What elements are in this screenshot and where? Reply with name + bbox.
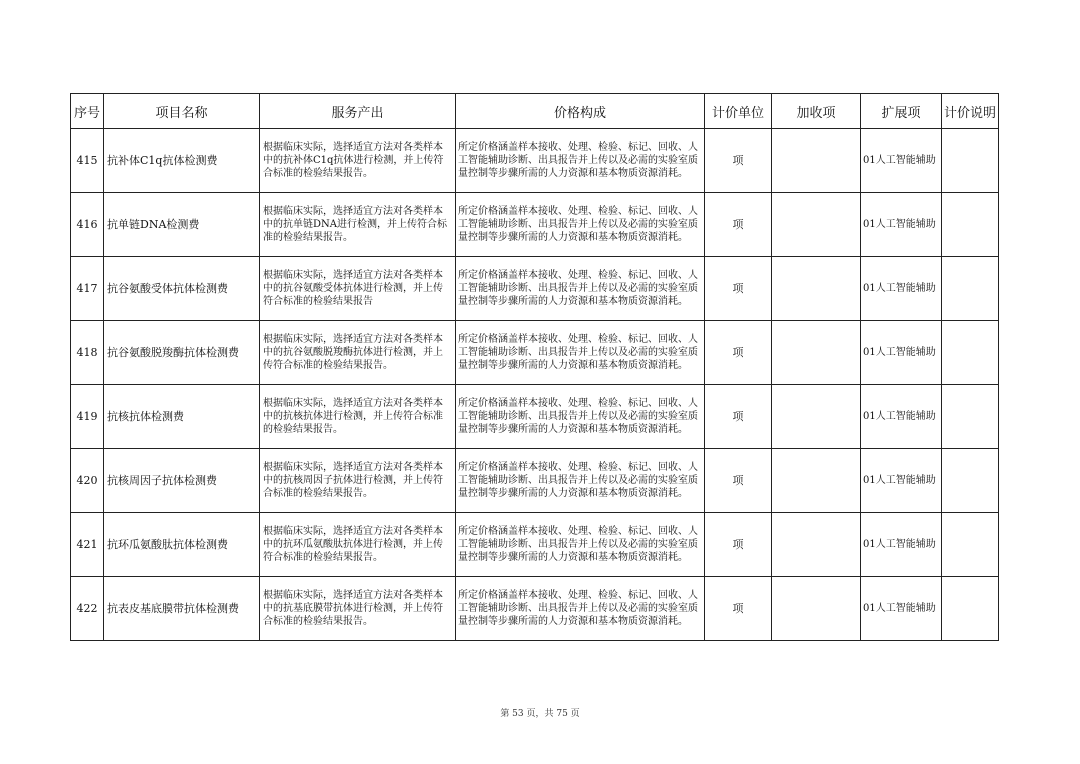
- table-row: [71, 385, 999, 449]
- cell-surcharge: [772, 385, 861, 449]
- cell-price-composition: 所定价格涵盖样本接收、处理、检验、标记、回收、人工智能辅助诊断、出具报告并上传以及必需的实验室质量控制等步骤所需的人力资源和基本物质资源消耗。: [456, 513, 705, 577]
- cell-no: 418: [71, 321, 104, 385]
- cell-pricing-unit: 项: [705, 193, 772, 257]
- cell-price-composition: 所定价格涵盖样本接收、处理、检验、标记、回收、人工智能辅助诊断、出具报告并上传以及必需的实验室质量控制等步骤所需的人力资源和基本物质资源消耗。: [456, 449, 705, 513]
- header-price-composition: 价格构成: [456, 94, 705, 129]
- cell-item-name: 抗核周因子抗体检测费: [104, 449, 260, 513]
- cell-pricing-unit: 项: [705, 321, 772, 385]
- cell-pricing-note: [942, 577, 999, 641]
- cell-pricing-note: [942, 193, 999, 257]
- header-item-name: 项目名称: [104, 94, 260, 129]
- cell-extension: 01人工智能辅助: [861, 449, 942, 513]
- cell-no: 415: [71, 129, 104, 193]
- cell-service-output: 根据临床实际，选择适宜方法对各类样本中的抗环瓜氨酸肽抗体进行检测，并上传符合标准的检验结果报告。: [260, 513, 456, 577]
- cell-extension: 01人工智能辅助: [861, 321, 942, 385]
- cell-surcharge: [772, 449, 861, 513]
- header-surcharge: 加收项: [772, 94, 861, 129]
- cell-price-composition: 所定价格涵盖样本接收、处理、检验、标记、回收、人工智能辅助诊断、出具报告并上传以及必需的实验室质量控制等步骤所需的人力资源和基本物质资源消耗。: [456, 129, 705, 193]
- cell-pricing-unit: 项: [705, 577, 772, 641]
- cell-service-output: 根据临床实际，选择适宜方法对各类样本中的抗核周因子抗体进行检测，并上传符合标准的检验结果报告。: [260, 449, 456, 513]
- header-no: 序号: [71, 94, 104, 129]
- table-row: [71, 321, 999, 385]
- header-pricing-note: 计价说明: [942, 94, 999, 129]
- cell-no: 419: [71, 385, 104, 449]
- cell-item-name: 抗谷氨酸受体抗体检测费: [104, 257, 260, 321]
- cell-price-composition: 所定价格涵盖样本接收、处理、检验、标记、回收、人工智能辅助诊断、出具报告并上传以及必需的实验室质量控制等步骤所需的人力资源和基本物质资源消耗。: [456, 385, 705, 449]
- cell-no: 416: [71, 193, 104, 257]
- cell-pricing-unit: 项: [705, 513, 772, 577]
- header-service-output: 服务产出: [260, 94, 456, 129]
- cell-price-composition: 所定价格涵盖样本接收、处理、检验、标记、回收、人工智能辅助诊断、出具报告并上传以及必需的实验室质量控制等步骤所需的人力资源和基本物质资源消耗。: [456, 257, 705, 321]
- cell-no: 421: [71, 513, 104, 577]
- cell-pricing-note: [942, 257, 999, 321]
- cell-pricing-note: [942, 129, 999, 193]
- table-row: [71, 193, 999, 257]
- cell-item-name: 抗谷氨酸脱羧酶抗体检测费: [104, 321, 260, 385]
- cell-item-name: 抗单链DNA检测费: [104, 193, 260, 257]
- header-pricing-unit: 计价单位: [705, 94, 772, 129]
- cell-service-output: 根据临床实际，选择适宜方法对各类样本中的抗谷氨酸脱羧酶抗体进行检测，并上传符合标准的检验结果报告。: [260, 321, 456, 385]
- table-row: [71, 577, 999, 641]
- cell-surcharge: [772, 257, 861, 321]
- cell-item-name: 抗核抗体检测费: [104, 385, 260, 449]
- cell-pricing-unit: 项: [705, 449, 772, 513]
- cell-pricing-unit: 项: [705, 257, 772, 321]
- cell-pricing-note: [942, 513, 999, 577]
- cell-no: 422: [71, 577, 104, 641]
- header-extension: 扩展项: [861, 94, 942, 129]
- cell-extension: 01人工智能辅助: [861, 257, 942, 321]
- cell-surcharge: [772, 193, 861, 257]
- cell-pricing-unit: 项: [705, 129, 772, 193]
- cell-pricing-note: [942, 385, 999, 449]
- table-row: [71, 129, 999, 193]
- cell-pricing-note: [942, 321, 999, 385]
- cell-extension: 01人工智能辅助: [861, 513, 942, 577]
- cell-surcharge: [772, 129, 861, 193]
- table-row: [71, 449, 999, 513]
- cell-extension: 01人工智能辅助: [861, 129, 942, 193]
- page-number-footer: 第 53 页，共 75 页: [500, 709, 580, 719]
- cell-service-output: 根据临床实际，选择适宜方法对各类样本中的抗核抗体进行检测，并上传符合标准的检验结果报告。: [260, 385, 456, 449]
- cell-surcharge: [772, 321, 861, 385]
- cell-surcharge: [772, 513, 861, 577]
- cell-pricing-note: [942, 449, 999, 513]
- cell-price-composition: 所定价格涵盖样本接收、处理、检验、标记、回收、人工智能辅助诊断、出具报告并上传以及必需的实验室质量控制等步骤所需的人力资源和基本物质资源消耗。: [456, 193, 705, 257]
- cell-item-name: 抗表皮基底膜带抗体检测费: [104, 577, 260, 641]
- table-row: [71, 257, 999, 321]
- table-row: [71, 513, 999, 577]
- cell-item-name: 抗环瓜氨酸肽抗体检测费: [104, 513, 260, 577]
- cell-service-output: 根据临床实际，选择适宜方法对各类样本中的抗补体C1q抗体进行检测，并上传符合标准的检验结果报告。: [260, 129, 456, 193]
- table-header-row: [71, 94, 999, 129]
- cell-extension: 01人工智能辅助: [861, 193, 942, 257]
- cell-extension: 01人工智能辅助: [861, 577, 942, 641]
- cell-pricing-unit: 项: [705, 385, 772, 449]
- cell-service-output: 根据临床实际，选择适宜方法对各类样本中的抗谷氨酸受体抗体进行检测，并上传符合标准的检验结果报告: [260, 257, 456, 321]
- cell-extension: 01人工智能辅助: [861, 385, 942, 449]
- cell-price-composition: 所定价格涵盖样本接收、处理、检验、标记、回收、人工智能辅助诊断、出具报告并上传以及必需的实验室质量控制等步骤所需的人力资源和基本物质资源消耗。: [456, 577, 705, 641]
- cell-service-output: 根据临床实际，选择适宜方法对各类样本中的抗单链DNA进行检测，并上传符合标准的检验结果报告。: [260, 193, 456, 257]
- cell-surcharge: [772, 577, 861, 641]
- cell-service-output: 根据临床实际，选择适宜方法对各类样本中的抗基底膜带抗体进行检测，并上传符合标准的检验结果报告。: [260, 577, 456, 641]
- cell-item-name: 抗补体C1q抗体检测费: [104, 129, 260, 193]
- cell-price-composition: 所定价格涵盖样本接收、处理、检验、标记、回收、人工智能辅助诊断、出具报告并上传以及必需的实验室质量控制等步骤所需的人力资源和基本物质资源消耗。: [456, 321, 705, 385]
- fee-table: [70, 93, 999, 641]
- cell-no: 417: [71, 257, 104, 321]
- cell-no: 420: [71, 449, 104, 513]
